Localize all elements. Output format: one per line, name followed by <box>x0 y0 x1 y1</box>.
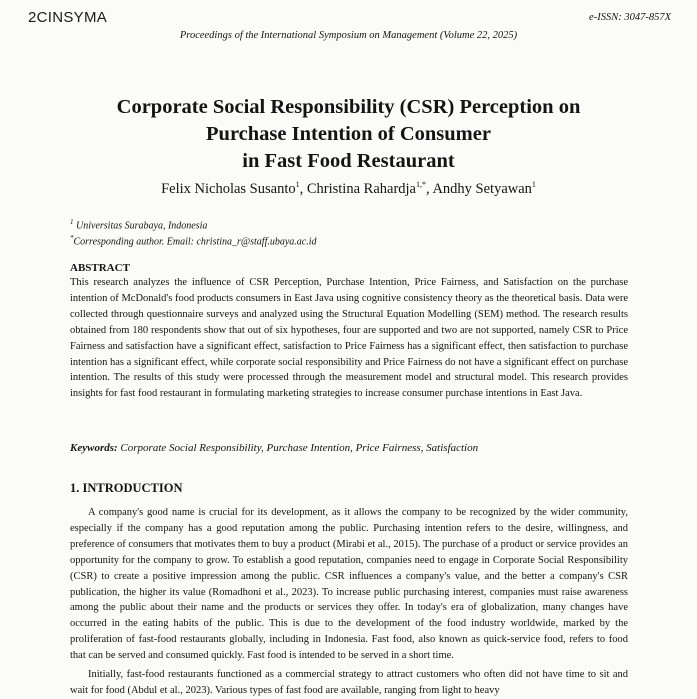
proceedings-header: Proceedings of the International Symposium on Management (Volume 22, 2025) <box>179 30 518 41</box>
author-name: Felix Nicholas Susanto <box>161 180 296 197</box>
author-sup: 1 <box>531 180 536 189</box>
title-line: Purchase Intention of Consumer <box>206 123 491 145</box>
paper-title <box>40 94 657 175</box>
body-paragraph: Initially, fast-food restaurants functioned as a commercial strategy to attract customers who often did not have time to sit and wait for food (Abdul et al., 2023). Various types of fast food are available, ranging from light to heavy <box>70 669 628 696</box>
keywords-label: Keywords: <box>70 442 118 454</box>
section-heading: 1. INTRODUCTION <box>70 481 183 495</box>
corresponding-author: *Corresponding author. Email: christina_r@staff.ubaya.ac.id <box>70 234 317 248</box>
author-name: Christina Rahardja <box>306 180 416 197</box>
abstract-text: This research analyzes the influence of CSR Perception, Purchase Intention, Price Fairness, and Satisfaction on the purchase intention of McDonald's food products consumers in East Java using cognitive consistency theory as the theoretical basis. Data were collected through questionnaire surveys and analyzed using the Structural Equation Modelling (SEM) method. The research results obtained from 180 respondents show that out of six hypotheses, four are supported and two are not supported, namely CSR to Price Fairness and satisfaction have a significant effect, satisfaction to Price Fairness has a significant effect, then satisfaction to purchase intention has a significant effect, while corporate social responsibility and Price Fairness do not have a significant effect on purchase intention. The results of this study were processed through the measurement model and structural model. This research provides insights for fast food restaurant in formulating marketing strategies to increase consumer purchase intentions in East Java. <box>70 277 628 400</box>
keywords-line <box>70 442 478 454</box>
issn-label: e-ISSN: 3047-857X <box>589 12 671 23</box>
author-name: Andhy Setyawan <box>432 180 532 197</box>
keywords-text: Corporate Social Responsibility, Purchase Intention, Price Fairness, Satisfaction <box>120 442 479 454</box>
affiliation-line: $^1$ Universitas Surabaya, Indonesia <box>70 218 208 232</box>
conference-logo: 2CINSYMA <box>28 9 108 26</box>
affiliations <box>70 216 317 249</box>
abstract-heading: ABSTRACT <box>70 262 130 274</box>
author-list: Felix Nicholas Susanto$^1$, Christina Rahardja$^{1,*}$, Andhy Setyawan$^1$ <box>161 180 536 197</box>
title-line: Corporate Social Responsibility (CSR) Perception on <box>116 96 581 118</box>
author-sup: 1,* <box>416 180 426 189</box>
author-sup: 1 <box>295 180 300 189</box>
body-paragraph: A company's good name is crucial for its development, as it allows the company to be recognized by the wider community, especially if the company has a good reputation among the public. Purchasing intention refers to the desire, willingness, and preference of consumers that motivates them to buy a product (Mirabi et al., 2015). The purchase of a product or service provides an opportunity for the company to grow. To establish a good reputation, companies need to engage in Corporate Social Responsibility (CSR) to create a positive impression among the public. CSR influences a company's value, and the better a company's CSR publication, the higher its value (Romadhoni et al., 2023). To increase public purchasing interest, companies must raise awareness among the public about their name and the products or services they offer. In today's era of globalization, many changes have occurred in the eating habits of the public. This is due to the development of the food industry worldwide, marked by the proliferation of fast-food restaurants globally, including in Indonesia. Fast food, also known as quick-service food, refers to food that can be served and consumed quickly. Fast food is intended to be served in a short time. <box>70 507 628 662</box>
title-line: in Fast Food Restaurant <box>242 150 455 172</box>
